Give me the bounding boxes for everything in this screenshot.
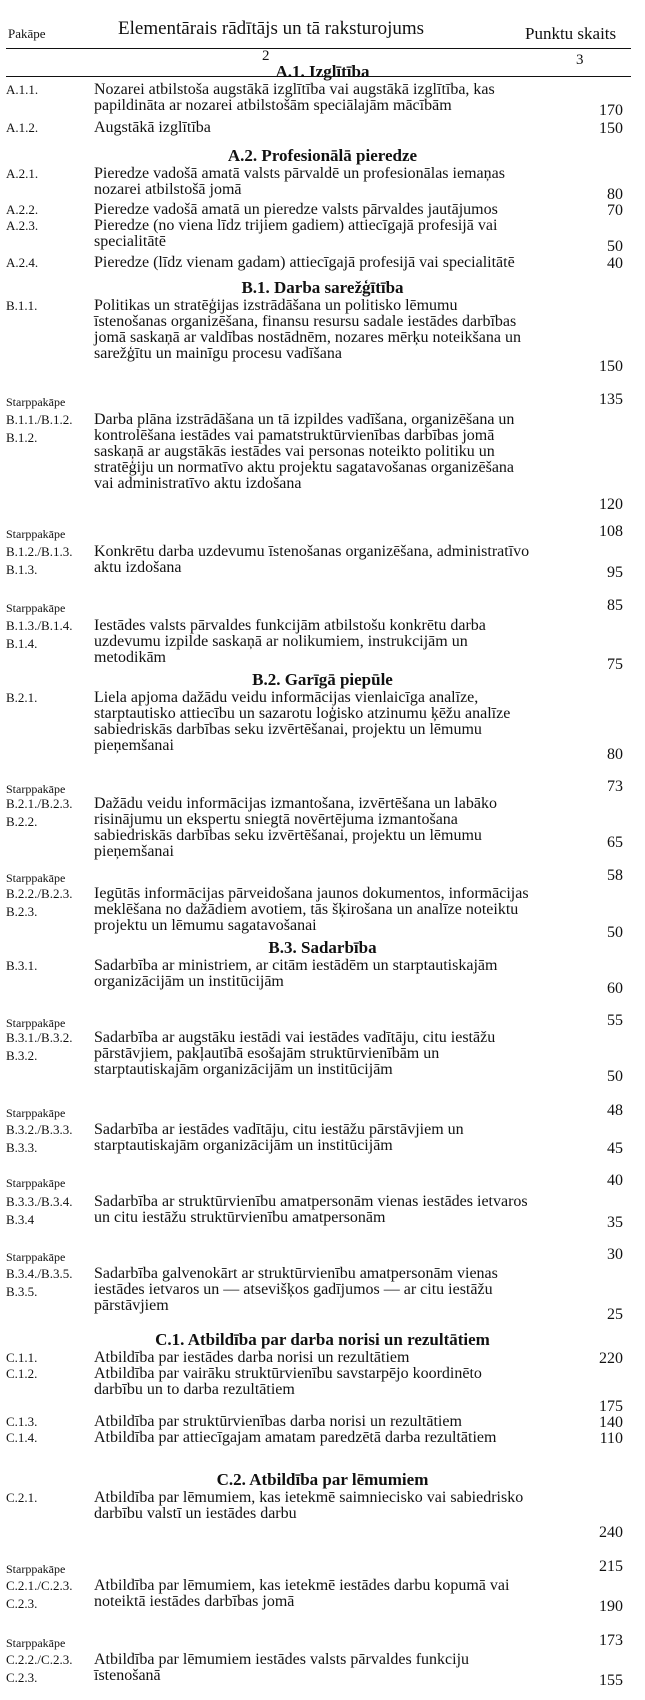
- indicator-description: Atbildība par lēmumiem iestādes valsts pārvaldes funkciju īstenošanā: [94, 1651, 470, 1684]
- indicator-description: Atbildība par lēmumiem, kas ietekmē saimniecisko vai sabiedrisko darbību valstī un iestādes darbu: [94, 1489, 524, 1522]
- intermediate-level-label: Starppakāpe: [6, 1106, 66, 1120]
- points-value: 35: [607, 1214, 623, 1231]
- level-code: C.2.3.: [6, 1670, 38, 1685]
- points-value: 150: [599, 120, 623, 137]
- level-code: B.1.3./B.1.4.: [6, 618, 73, 633]
- intermediate-level-points: 173: [599, 1632, 623, 1649]
- intermediate-level-points: 48: [607, 1102, 623, 1119]
- section-title: B.3. Sadarbība: [268, 938, 377, 957]
- section-title: B.2. Garīgā piepūle: [252, 670, 393, 689]
- level-code: B.2.2./B.2.3.: [6, 886, 73, 901]
- intermediate-level-points: 85: [607, 597, 623, 614]
- level-code: B.1.2.: [6, 430, 38, 445]
- level-code: B.2.1./B.2.3.: [6, 796, 73, 811]
- intermediate-level-label: Starppakāpe: [6, 782, 66, 796]
- section-title: A.2. Profesionālā pieredze: [227, 146, 418, 165]
- indicator-description: Nozarei atbilstoša augstākā izglītība vai augstākā izglītība, kas papildināta ar nozarei atbilstošām speciālajām mācībām: [94, 81, 495, 114]
- intermediate-level-label: Starppakāpe: [6, 1176, 66, 1190]
- points-value: 150: [599, 358, 623, 375]
- indicator-description: Pieredze vadošā amatā valsts pārvaldē un profesionālas iemaņas nozarei atbilstošā jomā: [94, 165, 505, 198]
- indicator-description: Politikas un stratēģijas izstrādāšana un politisko lēmumu īstenošanas organizēšana, finansu resursu sadale iestādes darbības jomā saskaņā ar valdības nostādnēm, nozares mērķu noteikšana un sarežģītu un mainīgu procesu vadīšana: [94, 297, 521, 362]
- points-value: 60: [607, 980, 623, 997]
- intermediate-level-label: Starppakāpe: [6, 601, 66, 615]
- points-value: 155: [599, 1672, 623, 1689]
- level-code: C.2.3.: [6, 1596, 38, 1611]
- level-code: B.2.1.: [6, 690, 38, 705]
- level-code: B.3.5.: [6, 1284, 38, 1299]
- level-code: B.3.3./B.3.4.: [6, 1194, 73, 1209]
- level-code: A.2.3.: [6, 218, 39, 233]
- level-code: A.1.2.: [6, 120, 39, 135]
- level-code: B.1.3.: [6, 562, 38, 577]
- level-code: B.3.4./B.3.5.: [6, 1266, 73, 1281]
- level-code: B.3.2./B.3.3.: [6, 1122, 73, 1137]
- intermediate-level-points: 58: [607, 867, 623, 884]
- section-title: B.1. Darba sarežģītība: [241, 278, 404, 297]
- intermediate-level-points: 55: [607, 1012, 623, 1029]
- section-title: A.1. Izglītība: [275, 62, 370, 81]
- column-number-3: 3: [576, 52, 584, 68]
- indicator-description: Dažādu veidu informācijas izmantošana, izvērtēšana un labāko risinājumu un ekspertu sniegtā novērtējuma izmantošana sabiedriskās darbības seku izvērtēšanai, projektu un lēmumu pieņemšanai: [94, 795, 497, 860]
- column-header-level: Pakāpe: [8, 26, 46, 41]
- points-value: 240: [599, 1524, 623, 1541]
- indicator-description: Sadarbība galvenokārt ar struktūrvienību amatpersonām vienas iestādes ietvaros un — atsevišķos gadījumos — ar citu iestāžu pārstāvjiem: [94, 1265, 498, 1314]
- intermediate-level-points: 135: [599, 391, 623, 408]
- points-value: 50: [607, 238, 623, 255]
- level-code: A.2.1.: [6, 166, 39, 181]
- indicator-description: Iegūtās informācijas pārveidošana jaunos dokumentos, informācijas meklēšana no dažādiem avotiem, tās šķirošana un analīze noteiktu projektu un lēmumu sagatavošanai: [94, 885, 529, 934]
- level-code: B.3.4: [6, 1212, 35, 1227]
- level-code: C.1.1.: [6, 1350, 38, 1365]
- points-value: 170: [599, 102, 623, 119]
- level-code: B.3.1.: [6, 958, 38, 973]
- intermediate-level-label: Starppakāpe: [6, 527, 66, 541]
- indicator-description: Konkrētu darba uzdevumu īstenošanas organizēšana, administratīvo aktu izdošana: [94, 543, 530, 576]
- level-code: B.2.3.: [6, 904, 38, 919]
- indicator-description: Atbildība par lēmumiem, kas ietekmē iestādes darbu kopumā vai noteiktā iestādes darbības jomā: [94, 1577, 510, 1610]
- points-value: 80: [607, 746, 623, 763]
- intermediate-level-points: 30: [607, 1246, 623, 1263]
- level-code: C.2.1./C.2.3.: [6, 1578, 73, 1593]
- column-header-indicator: Elementārais rādītājs un tā raksturojums: [118, 18, 425, 39]
- points-value: 65: [607, 834, 623, 851]
- level-code: A.1.1.: [6, 82, 39, 97]
- table-header: [0, 16, 645, 68]
- points-value: 45: [607, 1140, 623, 1157]
- level-code: A.2.2.: [6, 202, 39, 217]
- points-value: 80: [607, 186, 623, 203]
- level-code: C.1.2.: [6, 1366, 38, 1381]
- points-value: 220: [599, 1350, 623, 1367]
- indicator-description: Sadarbība ar struktūrvienību amatpersonām vienas iestādes ietvaros un citu iestāžu struktūrvienību amatpersonām: [94, 1193, 528, 1226]
- level-code: B.2.2.: [6, 814, 38, 829]
- column-header-points: Punktu skaits: [525, 24, 617, 43]
- indicator-description: Pieredze (līdz vienam gadam) attiecīgajā profesijā vai specialitātē: [94, 254, 515, 271]
- indicator-description: Darba plāna izstrādāšana un tā izpildes vadīšana, organizēšana un kontrolēšana iestādes vai pamatstruktūrvienības darbības jomā saskaņā ar augstākās iestādes vai personas noteikto politiku un stratēģiju un normatīvo aktu projektu sagatavošanas organizēšana vai administratīvo aktu izdošana: [94, 411, 515, 492]
- points-value: 75: [607, 656, 623, 673]
- points-value: 190: [599, 1598, 623, 1615]
- points-value: 110: [599, 1430, 623, 1447]
- points-value: 50: [607, 1068, 623, 1085]
- intermediate-level-points: 215: [599, 1558, 623, 1575]
- level-code: B.3.2.: [6, 1048, 38, 1063]
- intermediate-level-label: Starppakāpe: [6, 1250, 66, 1264]
- intermediate-level-points: 73: [607, 778, 623, 795]
- indicator-description: Atbildība par struktūrvienības darba norisi un rezultātiem: [94, 1413, 462, 1430]
- header-divider: [6, 48, 631, 49]
- intermediate-level-label: Starppakāpe: [6, 395, 66, 409]
- level-code: C.2.1.: [6, 1490, 38, 1505]
- intermediate-level-label: Starppakāpe: [6, 1562, 66, 1576]
- points-value: 70: [607, 202, 623, 219]
- level-code: B.1.1.: [6, 298, 38, 313]
- indicator-description: Sadarbība ar augstāku iestādi vai iestādes vadītāju, citu iestāžu pārstāvjiem, pakļautībā esošajām struktūrvienībām un starptautiskajām organizācijām un institūcijām: [94, 1029, 496, 1078]
- section-title: C.2. Atbildība par lēmumiem: [216, 1470, 429, 1489]
- points-value: 95: [607, 564, 623, 581]
- column-number-2: 2: [262, 48, 270, 64]
- level-code: B.3.3.: [6, 1140, 38, 1155]
- intermediate-level-points: 108: [599, 523, 623, 540]
- level-code: B.1.4.: [6, 636, 38, 651]
- indicator-description: Atbildība par iestādes darba norisi un rezultātiem: [94, 1349, 410, 1366]
- level-code: C.1.3.: [6, 1414, 38, 1429]
- points-value: 40: [607, 255, 623, 272]
- indicator-description: Atbildība par vairāku struktūrvienību savstarpējo koordinēto darbību un to darba rezultātiem: [94, 1365, 482, 1398]
- intermediate-level-label: Starppakāpe: [6, 871, 66, 885]
- indicator-description: Pieredze (no viena līdz trijiem gadiem) attiecīgajā profesijā vai specialitātē: [94, 217, 498, 250]
- points-value: 25: [607, 1306, 623, 1323]
- intermediate-level-label: Starppakāpe: [6, 1016, 66, 1030]
- points-value: 120: [599, 496, 623, 513]
- indicator-description: Atbildība par attiecīgajam amatam paredzētā darba rezultātiem: [94, 1429, 497, 1446]
- level-code: C.1.4.: [6, 1430, 38, 1445]
- indicator-description: Liela apjoma dažādu veidu informācijas vienlaicīga analīze, starptautisko attiecību un sazarotu loģisko atzinumu ķēžu analīze sabiedriskās darbības seku izvērtēšanai, projektu un lēmumu pieņemšanai: [94, 689, 511, 754]
- indicator-description: Sadarbība ar iestādes vadītāju, citu iestāžu pārstāvjiem un starptautiskajām organizācijām un institūcijām: [94, 1121, 464, 1154]
- intermediate-level-points: 40: [607, 1172, 623, 1189]
- points-value: 140: [599, 1414, 623, 1431]
- points-value: 50: [607, 924, 623, 941]
- indicator-description: Iestādes valsts pārvaldes funkcijām atbilstošu konkrētu darba uzdevumu izpilde saskaņā ar nolikumiem, instrukcijām un metodikām: [94, 617, 486, 666]
- points-value: 175: [599, 1398, 623, 1415]
- indicator-description: Pieredze vadošā amatā un pieredze valsts pārvaldes jautājumos: [94, 201, 498, 218]
- indicator-description: Sadarbība ar ministriem, ar citām iestādēm un starptautiskajām organizācijām un institūcijām: [94, 957, 498, 990]
- indicator-description: Augstākā izglītība: [94, 119, 211, 136]
- level-code: A.2.4.: [6, 255, 39, 270]
- level-code: B.1.2./B.1.3.: [6, 544, 73, 559]
- intermediate-level-label: Starppakāpe: [6, 1636, 66, 1650]
- level-code: B.3.1./B.3.2.: [6, 1030, 73, 1045]
- level-code: B.1.1./B.1.2.: [6, 412, 73, 427]
- section-title: C.1. Atbildība par darba norisi un rezultātiem: [155, 1330, 490, 1349]
- level-code: C.2.2./C.2.3.: [6, 1652, 73, 1667]
